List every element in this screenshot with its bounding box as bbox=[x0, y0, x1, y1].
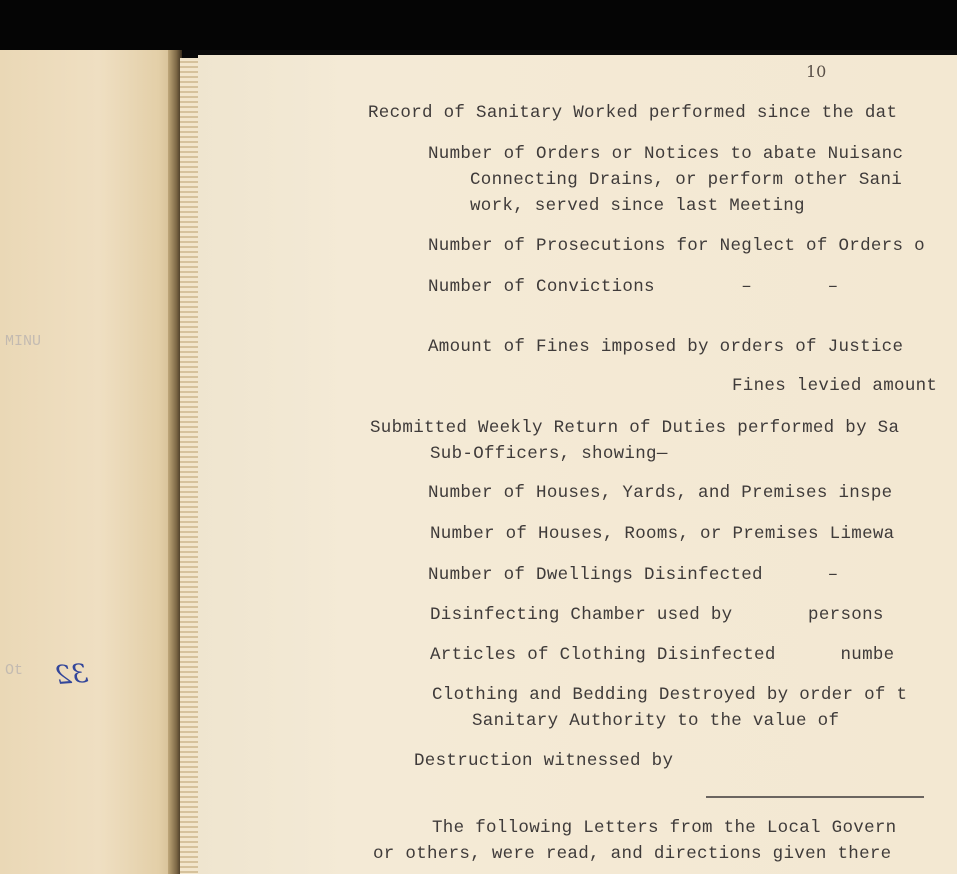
clothing-disinfected-line: Articles of Clothing Disinfected numbe bbox=[430, 645, 895, 665]
orders-notices-line: Number of Orders or Notices to abate Nuisanc bbox=[428, 144, 904, 164]
page-number: 10 bbox=[806, 62, 827, 81]
limewashed-line: Number of Houses, Rooms, or Premises Limewa bbox=[430, 524, 895, 544]
prosecutions-line: Number of Prosecutions for Neglect of Orders o bbox=[428, 236, 925, 256]
houses-inspected-line: Number of Houses, Yards, and Premises inspe bbox=[428, 483, 893, 503]
record-heading: Record of Sanitary Worked performed since the dat bbox=[368, 103, 898, 123]
top-dark-border bbox=[0, 0, 957, 50]
faint-show-through-text-2: Ot bbox=[5, 662, 24, 679]
letters-paragraph-line: The following Letters from the Local Govern bbox=[432, 818, 897, 838]
left-page bbox=[0, 50, 180, 874]
orders-notices-line-2: Connecting Drains, or perform other Sani bbox=[470, 170, 903, 190]
weekly-return-heading: Submitted Weekly Return of Duties performed by Sa bbox=[370, 418, 900, 438]
weekly-return-heading-2: Sub-Officers, showing— bbox=[430, 444, 668, 464]
deckle-edge bbox=[180, 58, 199, 874]
section-divider bbox=[706, 796, 924, 798]
disinfecting-chamber-line: Disinfecting Chamber used by persons bbox=[430, 605, 884, 625]
fines-levied-line: Fines levied amount bbox=[732, 376, 938, 396]
dwellings-disinfected-line: Number of Dwellings Disinfected – bbox=[428, 565, 839, 585]
fines-imposed-line: Amount of Fines imposed by orders of Justice bbox=[428, 337, 904, 357]
clothing-destroyed-line-2: Sanitary Authority to the value of bbox=[472, 711, 840, 731]
convictions-line: Number of Convictions – – bbox=[428, 277, 839, 297]
destruction-witnessed-line: Destruction witnessed by bbox=[414, 751, 674, 771]
handwritten-page-number: 32 bbox=[53, 658, 90, 692]
letters-paragraph-line-2: or others, were read, and directions given there bbox=[373, 844, 892, 864]
orders-notices-line-3: work, served since last Meeting bbox=[470, 196, 805, 216]
clothing-destroyed-line: Clothing and Bedding Destroyed by order of t bbox=[432, 685, 908, 705]
faint-show-through-text: MINU bbox=[5, 333, 42, 350]
